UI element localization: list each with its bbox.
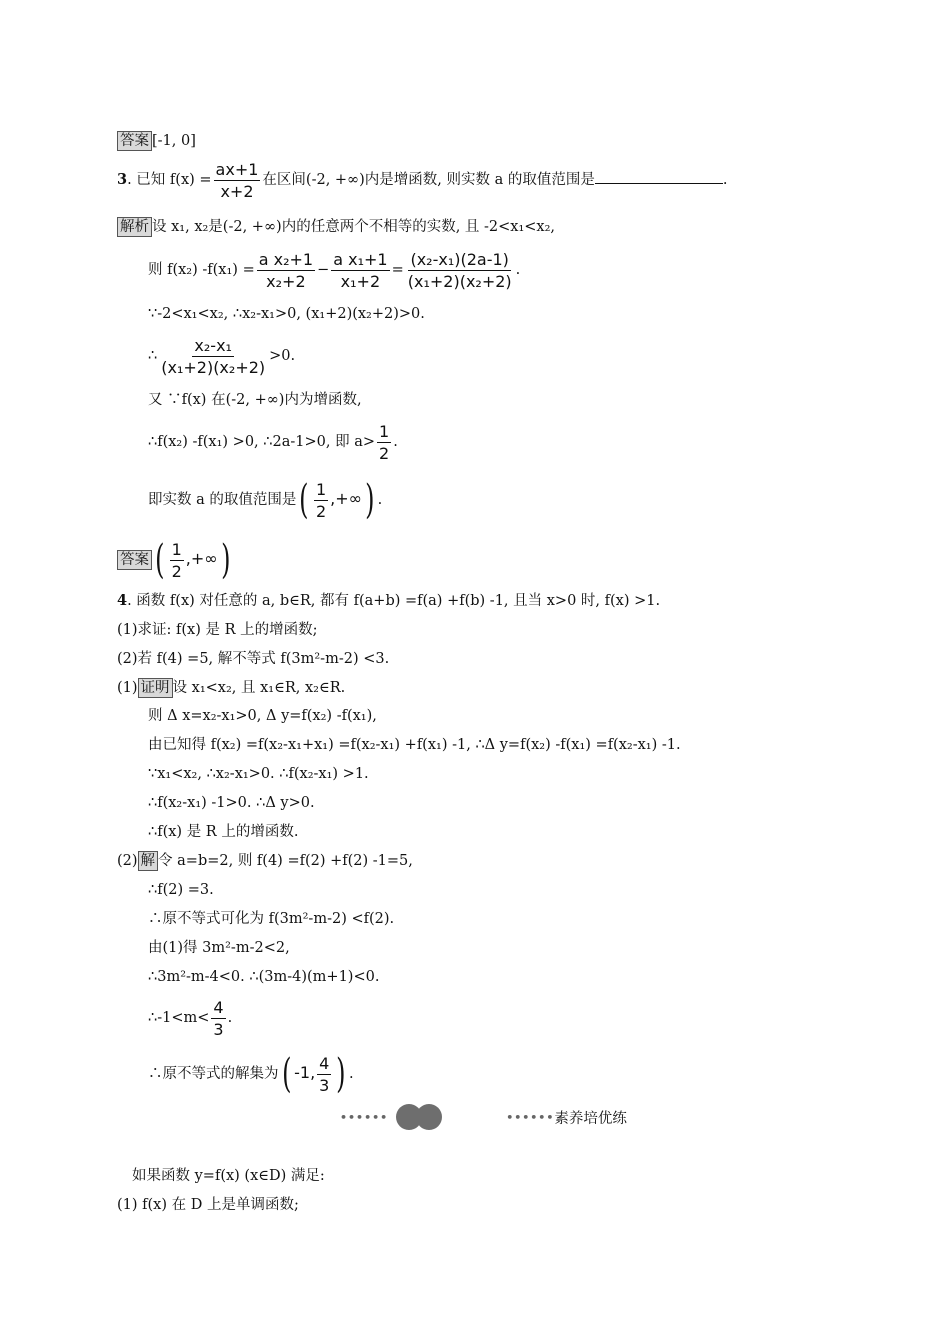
question-number: 3 (117, 171, 128, 188)
solution-line-4: 由(1)得 3m²-m-2<2, (148, 940, 290, 956)
proof-line-2: 则 Δ x=x₂-x₁>0, Δ y=f(x₂) -f(x₁), (148, 708, 377, 724)
proof-line-1: (1) 证明 设 x₁<x₂, 且 x₁∈R, x₂∈R. (117, 680, 346, 696)
section-title: 素养培优练 (554, 1110, 627, 1127)
circles-decoration-icon (396, 1104, 442, 1130)
analysis-line-3: ∵-2<x₁<x₂, ∴x₂-x₁>0, (x₁+2)(x₂+2)>0. (148, 306, 425, 322)
analysis-line-7: 即实数 a 的取值范围是( $\frac{1}{2}$ ,+∞) . (148, 477, 383, 523)
dots-left: •••••• (340, 1110, 389, 1124)
q5-intro: 如果函数 y=f(x) (x∈D) 满足: (132, 1168, 325, 1184)
solution-line-2: ∴f(2) =3. (148, 882, 214, 898)
solution-line-6: ∴-1<m< $\frac{4}{3}$ . (148, 997, 233, 1039)
right-paren: ) (336, 1051, 346, 1097)
fraction: $\frac{4}{3}$ (213, 997, 224, 1039)
question-number: 4 (117, 592, 128, 609)
q3-answer-line: 答案 ( $\frac{1}{2}$ ,+∞) (117, 534, 233, 585)
answer-blank[interactable] (595, 169, 723, 184)
analysis-line-2: 则 f(x₂) -f(x₁) = $\frac{\text{a x₂+1}}{\text{x₂+2}}$ − $\frac{\text{a x₁+1}}{\text{x₁+2}}$ = $\frac{\text{(x₂-x₁)(2a-1)}}{\text{(x₁+2)(x₂+2)}}$ . (148, 249, 521, 291)
stem-text: 在区间(-2, +∞)内是增函数, 则实数 a 的取值范围是 (262, 172, 595, 188)
solution-line-5: ∴3m²-m-4<0. ∴(3m-4)(m+1)<0. (148, 969, 380, 985)
proof-line-3: 由已知得 f(x₂) =f(x₂-x₁+x₁) =f(x₂-x₁) +f(x₁) -1, ∴Δ y=f(x₂) -f(x₁) =f(x₂-x₁) -1. (148, 737, 681, 753)
solution-line-7: ∴原不等式的解集为( -1, $\frac{4}{3}$ ) . (148, 1051, 354, 1097)
fraction: $\frac{4}{3}$ (319, 1053, 330, 1095)
q4-stem: 4. 函数 f(x) 对任意的 a, b∈R, 都有 f(a+b) =f(a) +f(b) -1, 且当 x>0 时, f(x) >1. (117, 592, 661, 609)
left-paren: ( (155, 537, 165, 583)
right-paren: ) (365, 477, 375, 523)
fraction: $\frac{\text{(x₂-x₁)(2a-1)}}{\text{(x₁+2)(x₂+2)}}$ (407, 249, 512, 291)
right-paren: ) (220, 537, 231, 583)
dots-right: •••••• (506, 1110, 555, 1124)
analysis-line-4: ∴ $\frac{\text{x₂-x₁}}{\text{(x₁+2)(x₂+2)}}$ >0. (148, 335, 296, 377)
answer-tag: 答案 (117, 550, 152, 570)
fraction: $\frac{\text{a x₂+1}}{\text{x₂+2}}$ (258, 249, 314, 291)
fraction: $\frac{\text{a x₁+1}}{\text{x₁+2}}$ (333, 249, 388, 291)
answer-text: [-1, 0] (152, 133, 196, 149)
fraction: $\frac{\text{x₂-x₁}}{\text{(x₁+2)(x₂+2)}}$ (161, 335, 266, 377)
fraction: $\frac{1}{2}$ (379, 421, 390, 463)
analysis-line-1: 解析 设 x₁, x₂是(-2, +∞)内的任意两个不相等的实数, 且 -2<x₁<x₂, (117, 217, 555, 237)
proof-line-5: ∴f(x₂-x₁) -1>0. ∴Δ y>0. (148, 795, 315, 811)
q3-stem: 3. 已知 f(x) = $\frac{ax+1}{x+2}$ 在区间(-2, +∞)内是增函数, 则实数 a 的取值范围是 . (117, 159, 728, 201)
answer-tag: 答案 (117, 131, 152, 151)
proof-tag: 证明 (138, 678, 173, 698)
left-paren: ( (299, 477, 309, 523)
q5-condition-1: (1) f(x) 在 D 上是单调函数; (117, 1197, 299, 1213)
q2-answer-line (117, 131, 196, 151)
solution-tag: 解 (138, 851, 159, 871)
solution-line-3: ∴原不等式可化为 f(3m²-m-2) <f(2). (148, 911, 395, 927)
q4-part-1: (1)求证: f(x) 是 R 上的增函数; (117, 622, 318, 638)
fraction: $\frac{ax+1}{x+2}$ (215, 159, 259, 201)
solution-line-1: (2) 解 令 a=b=2, 则 f(4) =f(2) +f(2) -1=5, (117, 853, 413, 869)
proof-line-4: ∵x₁<x₂, ∴x₂-x₁>0. ∴f(x₂-x₁) >1. (148, 766, 369, 782)
section-divider (340, 1104, 627, 1130)
fraction: $\frac{1}{2}$ (315, 479, 327, 521)
proof-line-6: ∴f(x) 是 R 上的增函数. (148, 824, 299, 840)
left-paren: ( (281, 1051, 291, 1097)
analysis-tag: 解析 (117, 217, 152, 237)
q4-part-2: (2)若 f(4) =5, 解不等式 f(3m²-m-2) <3. (117, 651, 390, 667)
analysis-line-6: ∴f(x₂) -f(x₁) >0, ∴2a-1>0, 即 a> $\frac{1}{2}$ . (148, 421, 398, 463)
stem-text: . 已知 f(x) = (127, 172, 212, 188)
analysis-line-5: 又 ∵f(x) 在(-2, +∞)内为增函数, (148, 392, 362, 408)
fraction: $\frac{1}{2}$ (171, 539, 182, 581)
